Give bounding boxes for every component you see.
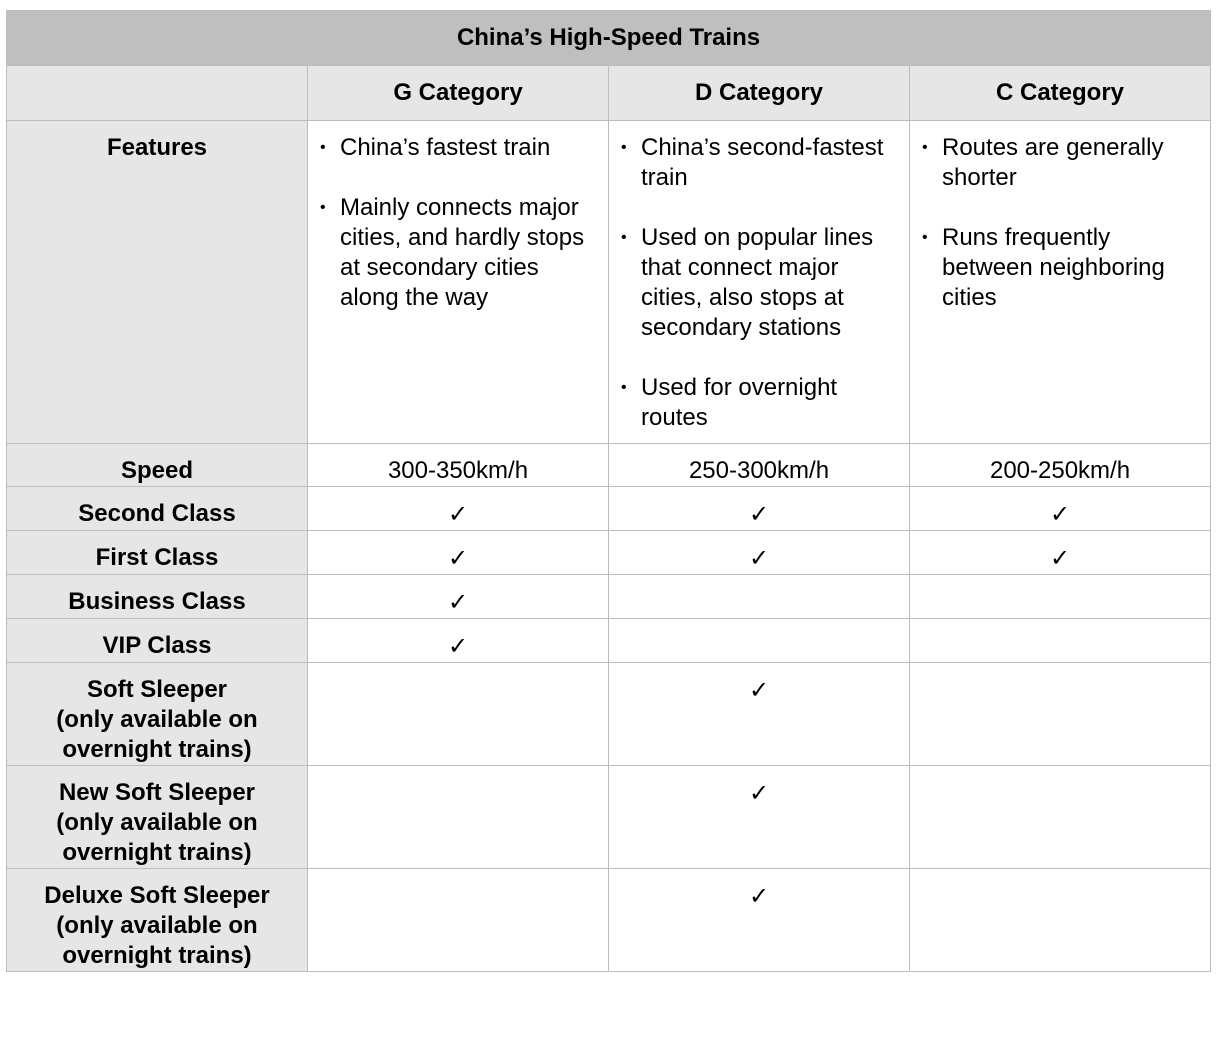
- feature-item: [920, 133, 1200, 193]
- row-label: [7, 766, 308, 869]
- row-label: [7, 869, 308, 972]
- row-label: [7, 663, 308, 766]
- row-label: [7, 575, 308, 619]
- features-d-cell: [609, 121, 910, 444]
- features-d-list: [619, 133, 899, 433]
- cell-g: [308, 575, 609, 619]
- cell-d: [609, 531, 910, 575]
- bullet-icon: •: [621, 379, 627, 396]
- checkmark-icon: ✓: [748, 544, 770, 572]
- row-label-text: VIP Class: [102, 632, 212, 659]
- train-comparison-table: [6, 10, 1211, 972]
- row-label-text: Deluxe Soft Sleeper: [44, 882, 270, 909]
- checkmark-icon: ✓: [748, 779, 770, 807]
- cell-c: [910, 575, 1211, 619]
- feature-item: [318, 133, 598, 163]
- features-c-cell: [910, 121, 1211, 444]
- cell-g: [308, 619, 609, 663]
- feature-item: [619, 133, 899, 193]
- feature-text: Runs frequently between neighboring cities: [942, 224, 1165, 311]
- row-label-features: Features: [7, 121, 308, 444]
- checkmark-icon: ✓: [447, 500, 469, 528]
- checkmark-icon: ✓: [748, 676, 770, 704]
- header-g-category: G Category: [308, 66, 609, 121]
- feature-text: China’s second-fastest train: [641, 134, 884, 191]
- row-label-note: (only available on overnight trains): [56, 912, 258, 969]
- cell-c: [910, 619, 1211, 663]
- cell-d: [609, 575, 910, 619]
- cell-c: [910, 531, 1211, 575]
- row-label: [7, 531, 308, 575]
- checkmark-icon: ✓: [748, 882, 770, 910]
- row-label-text: New Soft Sleeper: [58, 779, 256, 806]
- features-g-cell: [308, 121, 609, 444]
- feature-item: [619, 373, 899, 433]
- table-row: [7, 766, 1211, 869]
- cell-g: [308, 663, 609, 766]
- speed-g: 300-350km/h: [308, 444, 609, 487]
- bullet-icon: •: [320, 199, 326, 216]
- bullet-icon: •: [922, 229, 928, 246]
- checkmark-icon: ✓: [447, 588, 469, 616]
- cell-g: [308, 869, 609, 972]
- table-row: [7, 663, 1211, 766]
- cell-c: [910, 766, 1211, 869]
- row-label-text: Soft Sleeper: [86, 676, 228, 703]
- cell-d: [609, 487, 910, 531]
- header-d-category: D Category: [609, 66, 910, 121]
- header-c-category: C Category: [910, 66, 1211, 121]
- cell-d: [609, 663, 910, 766]
- bullet-icon: •: [621, 229, 627, 246]
- feature-item: [619, 223, 899, 343]
- feature-item: [920, 223, 1200, 313]
- table-title: China’s High-Speed Trains: [7, 11, 1211, 66]
- cell-c: [910, 663, 1211, 766]
- cell-d: [609, 766, 910, 869]
- features-g-list: [318, 133, 598, 313]
- checkmark-icon: ✓: [1049, 500, 1071, 528]
- row-label-speed: Speed: [7, 444, 308, 487]
- bullet-icon: •: [621, 139, 627, 156]
- features-c-list: [920, 133, 1200, 313]
- cell-g: [308, 766, 609, 869]
- corner-cell: [7, 66, 308, 121]
- bullet-icon: •: [922, 139, 928, 156]
- row-label-text: First Class: [95, 544, 219, 571]
- table-row: [7, 531, 1211, 575]
- features-row: [7, 121, 1211, 444]
- speed-d: 250-300km/h: [609, 444, 910, 487]
- bullet-icon: •: [320, 139, 326, 156]
- row-label: [7, 487, 308, 531]
- row-label: [7, 619, 308, 663]
- feature-text: Used for overnight routes: [641, 374, 838, 431]
- feature-text: Routes are generally shorter: [942, 134, 1164, 191]
- table-row: [7, 619, 1211, 663]
- cell-c: [910, 487, 1211, 531]
- table-row: [7, 575, 1211, 619]
- table-row: [7, 487, 1211, 531]
- cell-c: [910, 869, 1211, 972]
- cell-g: [308, 487, 609, 531]
- checkmark-icon: ✓: [447, 544, 469, 572]
- row-label-text: Business Class: [68, 588, 246, 615]
- cell-g: [308, 531, 609, 575]
- speed-c: 200-250km/h: [910, 444, 1211, 487]
- row-label-text: Second Class: [78, 500, 236, 527]
- speed-row: [7, 444, 1211, 487]
- feature-text: China’s fastest train: [340, 134, 551, 161]
- feature-text: Mainly connects major cities, and hardly stops at secondary cities along the way: [340, 194, 585, 311]
- cell-d: [609, 869, 910, 972]
- row-label-note: (only available on overnight trains): [56, 809, 258, 866]
- checkmark-icon: ✓: [1049, 544, 1071, 572]
- checkmark-icon: ✓: [748, 500, 770, 528]
- checkmark-icon: ✓: [447, 632, 469, 660]
- header-row: [7, 66, 1211, 121]
- feature-item: [318, 193, 598, 313]
- feature-text: Used on popular lines that connect major cities, also stops at secondary stations: [641, 224, 874, 341]
- title-row: [7, 11, 1211, 66]
- class-rows: [7, 487, 1211, 972]
- table-row: [7, 869, 1211, 972]
- cell-d: [609, 619, 910, 663]
- row-label-note: (only available on overnight trains): [56, 706, 258, 763]
